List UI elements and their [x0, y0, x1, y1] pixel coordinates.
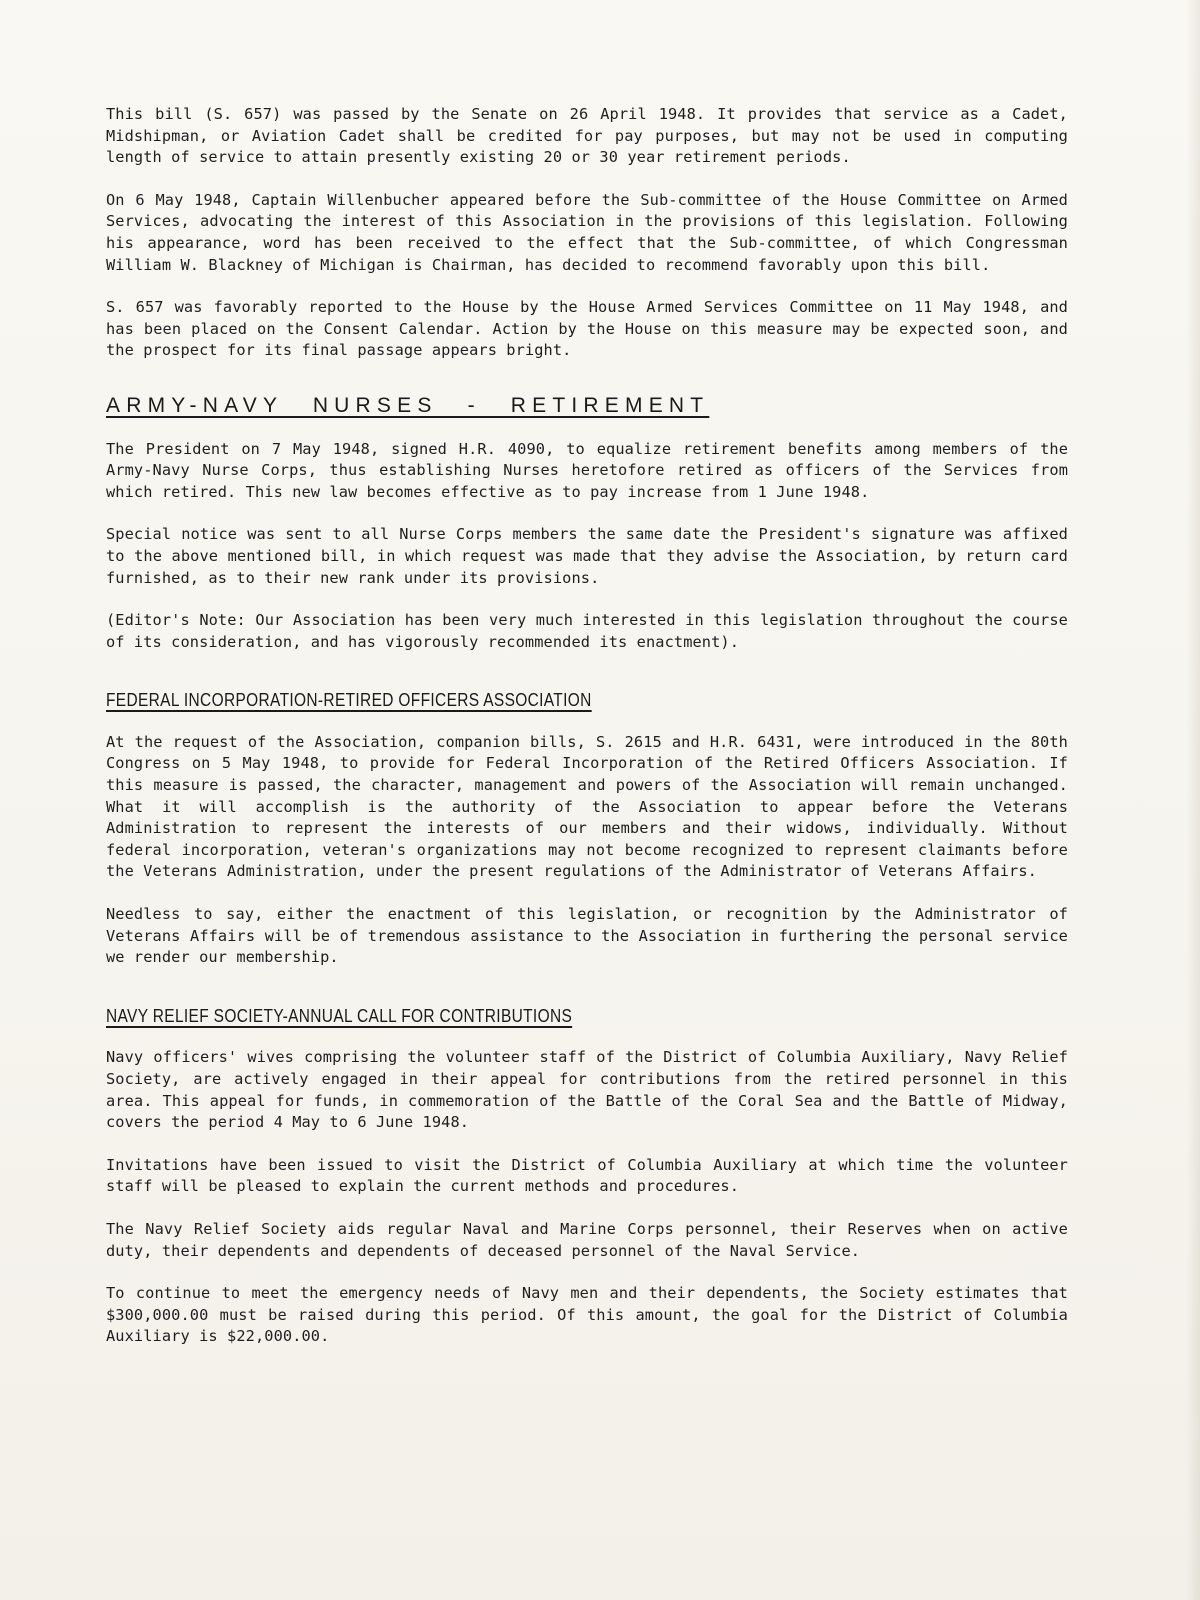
section-nurses-retirement [106, 383, 1068, 653]
paragraph: The President on 7 May 1948, signed H.R. 4090, to equalize retirement benefits among members of the Army-Navy Nurse Corps, thus establishing Nurses heretofore retired as officers of the Services from which retired. This new law becomes effective as to pay increase from 1 June 1948. [106, 439, 1068, 501]
section-heading: FEDERAL INCORPORATION-RETIRED OFFICERS ASSOCIATION [106, 690, 592, 711]
section-heading: ARMY-NAVY NURSES - RETIREMENT [106, 393, 710, 417]
section-federal-incorporation [106, 674, 1068, 969]
paragraph: Special notice was sent to all Nurse Corps members the same date the President's signature was affixed to the above mentioned bill, in which request was made that they advise the Association, by return card furnished, as to their new rank under its provisions. [106, 525, 1068, 587]
editors-note: (Editor's Note: Our Association has been very much interested in this legislation throughout the course of its consideration, and has vigorously recommended its enactment). [106, 611, 1068, 651]
paragraph: The Navy Relief Society aids regular Naval and Marine Corps personnel, their Reserves when on active duty, their dependents and dependents of deceased personnel of the Naval Service. [106, 1219, 1068, 1260]
document-body [106, 104, 1068, 1369]
paragraph: Navy officers' wives comprising the volunteer staff of the District of Columbia Auxiliary, Navy Relief Society, are actively engaged in their appeal for contributions from the retired personnel in this area. This appeal for funds, in commemoration of the Battle of the Coral Sea and the Battle of Midway, covers the period 4 May to 6 June 1948. [106, 1048, 1068, 1132]
section-navy-relief [106, 990, 1068, 1348]
paragraph: Invitations have been issued to visit the District of Columbia Auxiliary at which time the volunteer staff will be pleased to explain the current methods and procedures. [106, 1155, 1068, 1196]
paragraph: S. 657 was favorably reported to the House by the House Armed Services Committee on 11 May 1948, and has been placed on the Consent Calendar. Action by the House on this measure may be expected soon, and the prospect for its final passage appears bright. [106, 298, 1068, 360]
paragraph: At the request of the Association, companion bills, S. 2615 and H.R. 6431, were introduced in the 80th Congress on 5 May 1948, to provide for Federal Incorporation of the Retired Officers Association. If this measure is passed, the character, management and powers of the Association will remain unchanged. What it will accomplish is the authority of the Association to appear before the Veterans Administration to represent the interests of our members and their widows, individually. Without federal incorporation, veteran's organizations may not become recognized to represent claimants before the Veterans Administration, under the present regulations of the Administrator of Veterans Affairs. [106, 732, 1068, 881]
paragraph: On 6 May 1948, Captain Willenbucher appeared before the Sub-committee of the House Committee on Armed Services, advocating the interest of this Association in the provisions of this legislation. Following his appearance, word has been received to the effect that the Sub-committee, of which Congressman William W. Blackney of Michigan is Chairman, has decided to recommend favorably upon this bill. [106, 190, 1068, 274]
section-heading: NAVY RELIEF SOCIETY-ANNUAL CALL FOR CONTRIBUTIONS [106, 1005, 573, 1026]
paragraph: This bill (S. 657) was passed by the Senate on 26 April 1948. It provides that service as a Cadet, Midshipman, or Aviation Cadet shall be credited for pay purposes, but may not be used in computing length of service to attain presently existing 20 or 30 year retirement periods. [106, 105, 1068, 167]
paragraph: To continue to meet the emergency needs of Navy men and their dependents, the Society estimates that $300,000.00 must be raised during this period. Of this amount, the goal for the District of Columbia Auxiliary is $22,000.00. [106, 1284, 1068, 1346]
page-edge-shadow [1186, 0, 1200, 1600]
paragraph: Needless to say, either the enactment of this legislation, or recognition by the Administrator of Veterans Affairs will be of tremendous assistance to the Association in furthering the personal service we render our membership. [106, 905, 1068, 967]
section-senate-bill [106, 104, 1068, 362]
